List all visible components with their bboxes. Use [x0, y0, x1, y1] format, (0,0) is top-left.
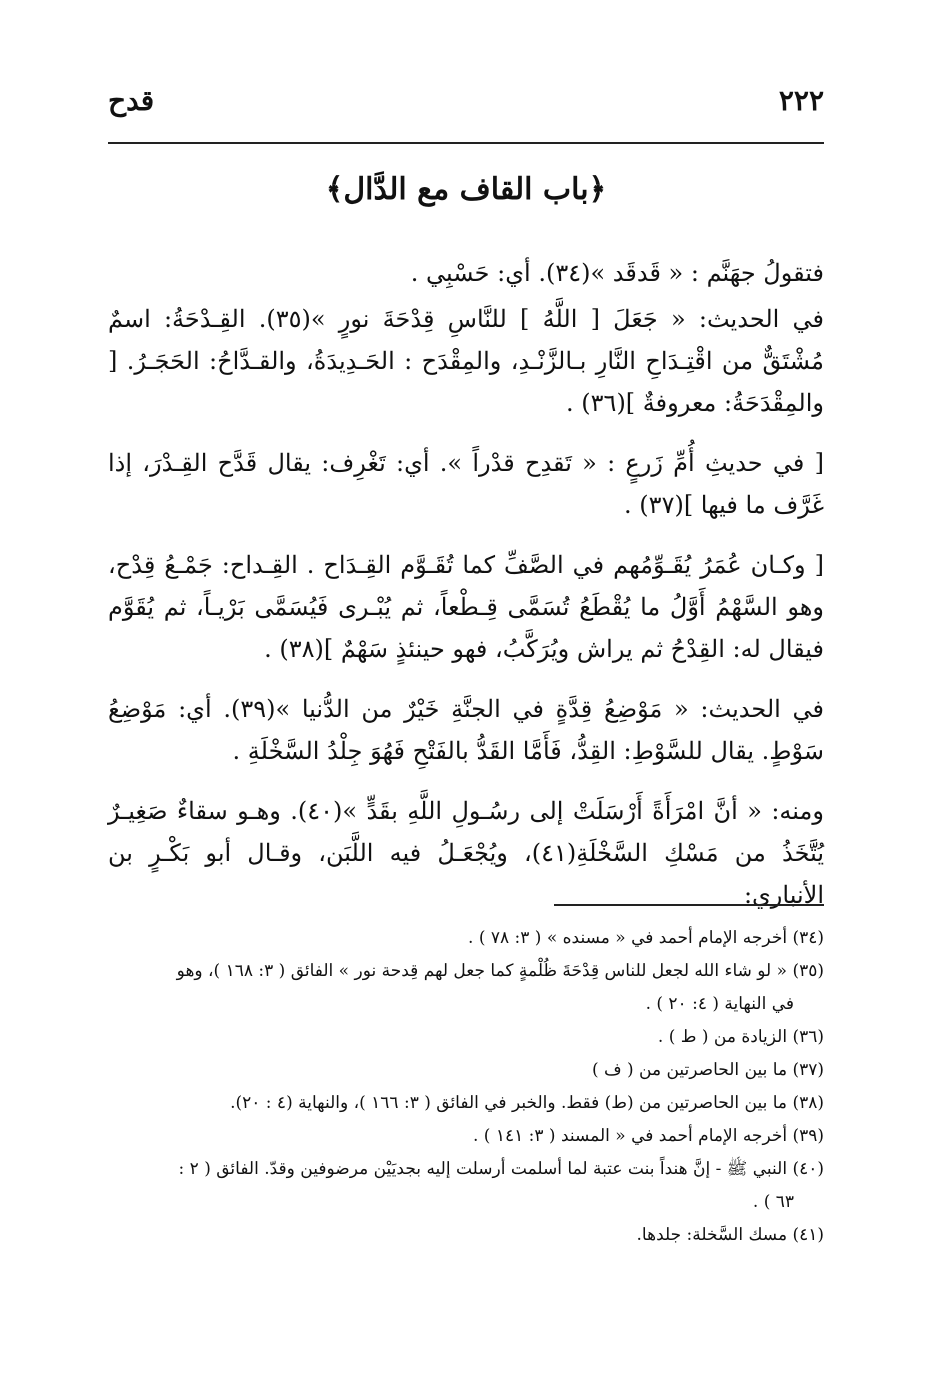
footnote: (٣٩) أخرجه الإمام أحمد في « المسند ( ٣: ١٤١ ) .: [472, 1126, 824, 1146]
footnote: (٣٦) الزيادة من ( ط ) .: [657, 1027, 824, 1047]
footnote: (٤٠) النبي ﷺ - إنَّ هنداً بنت عتبة لما أسلمت أرسلت إليه بجديَيْن مرضوفين وقدّ. الفائق ( ٢ :: [178, 1159, 824, 1179]
footnote: (٤١) مسك السَّخلة: جلدها.: [636, 1225, 824, 1245]
footnote: (٣٥) « لو شاء الله لجعل للناس قِدْحَةَ ظُلْمةٍ كما جعل لهم قِدحة نور » الفائق ( ٣: ١٦٨ )، وهو: [176, 961, 824, 981]
paragraph: في الحديث: « مَوْضِعُ قِدَّةٍ في الجنَّةِ خَيْرٌ من الدُّنيا »(٣٩). أي: مَوْضِعُ سَوْطٍ. يقال للسَّوْطِ: القِدُّ، فَأَمَّا القَدُّ بالفَتْحِ فَهُوَ جِلْدُ السَّخْلَةِ .: [108, 695, 824, 765]
footnote: (٣٨) ما بين الحاصرتين من (ط) فقط. والخبر في الفائق ( ٣: ١٦٦ )، والنهاية (٤ : ٢٠).: [230, 1093, 824, 1113]
main-text: [108, 252, 824, 934]
footnote-divider: [554, 904, 824, 906]
footnote: (٣٤) أخرجه الإمام أحمد في « مسنده » ( ٣: ٧٨ ) .: [468, 928, 824, 948]
paragraph: [ وكـان عُمَرُ يُقَـوِّمُهم في الصَّفِّ كما تُقَـوَّم القِـدَاح . القِـداح: جَمْـعُ قِدْح، وهو السَّهْمُ أَوَّلُ ما يُقْطَعُ تُسَمَّى قِـطْعاً، ثم يُبْـرى فَيُسَمَّى بَرْيـاً، ثم يُقَوَّم فيقال له: القِدْحُ ثم يراش ويُرَكَّبُ، فهو حينئذٍ سَهْمٌ ](٣٨) .: [108, 551, 824, 663]
chapter-title: ﴿باب القاف مع الدَّال﴾: [325, 172, 607, 207]
footnote-continuation: ٦٣ ) .: [752, 1192, 794, 1212]
footnotes: [108, 922, 824, 1252]
running-header-root-word: قدح: [108, 84, 155, 117]
header-divider: [108, 142, 824, 144]
paragraph: في الحديث: « جَعَلَ [ اللَّهُ ] للنَّاسِ قِدْحَةَ نورٍ »(٣٥). القِـدْحَةُ: اسمٌ مُشْتَقٌّ من اقْتِـدَاحِ النَّارِ بـالزَّنْـدِ، والمِقْدَح : الحَـدِيدَةُ، والقـدَّاحُ: الحَجَـرُ. [ والمِقْدَحَةُ: معروفةٌ ](٣٦) .: [108, 305, 824, 417]
footnote-continuation: في النهاية ( ٤: ٢٠ ) .: [645, 994, 794, 1014]
paragraph: فتقولُ جهَنَّم : « قَدقَد »(٣٤). أي: حَسْبِي .: [410, 259, 824, 287]
page-number: ٢٢٢: [778, 84, 824, 117]
footnote: (٣٧) ما بين الحاصرتين من ( ف ): [591, 1060, 824, 1080]
paragraph: [ في حديثِ أُمِّ زَرعٍ : « تَقدِح قدْراً ». أي: تَغْرِف: يقال قَدَّح القِـدْرَ، إذا غَرَّف ما فيها ](٣٧) .: [108, 449, 824, 519]
paragraph: ومنه: « أنَّ امْرَأَةً أَرْسَلَتْ إلى رسُـولِ اللَّهِ بقَدٍّ »(٤٠). وهـو سقاءٌ صَغِيـرٌ يُتَّخَذُ من مَسْكِ السَّخْلَةِ(٤١)، ويُجْعَـلُ فيه اللَّبَن، وقـال أبو بَكْـرٍ بن الأنباري:: [108, 797, 824, 909]
